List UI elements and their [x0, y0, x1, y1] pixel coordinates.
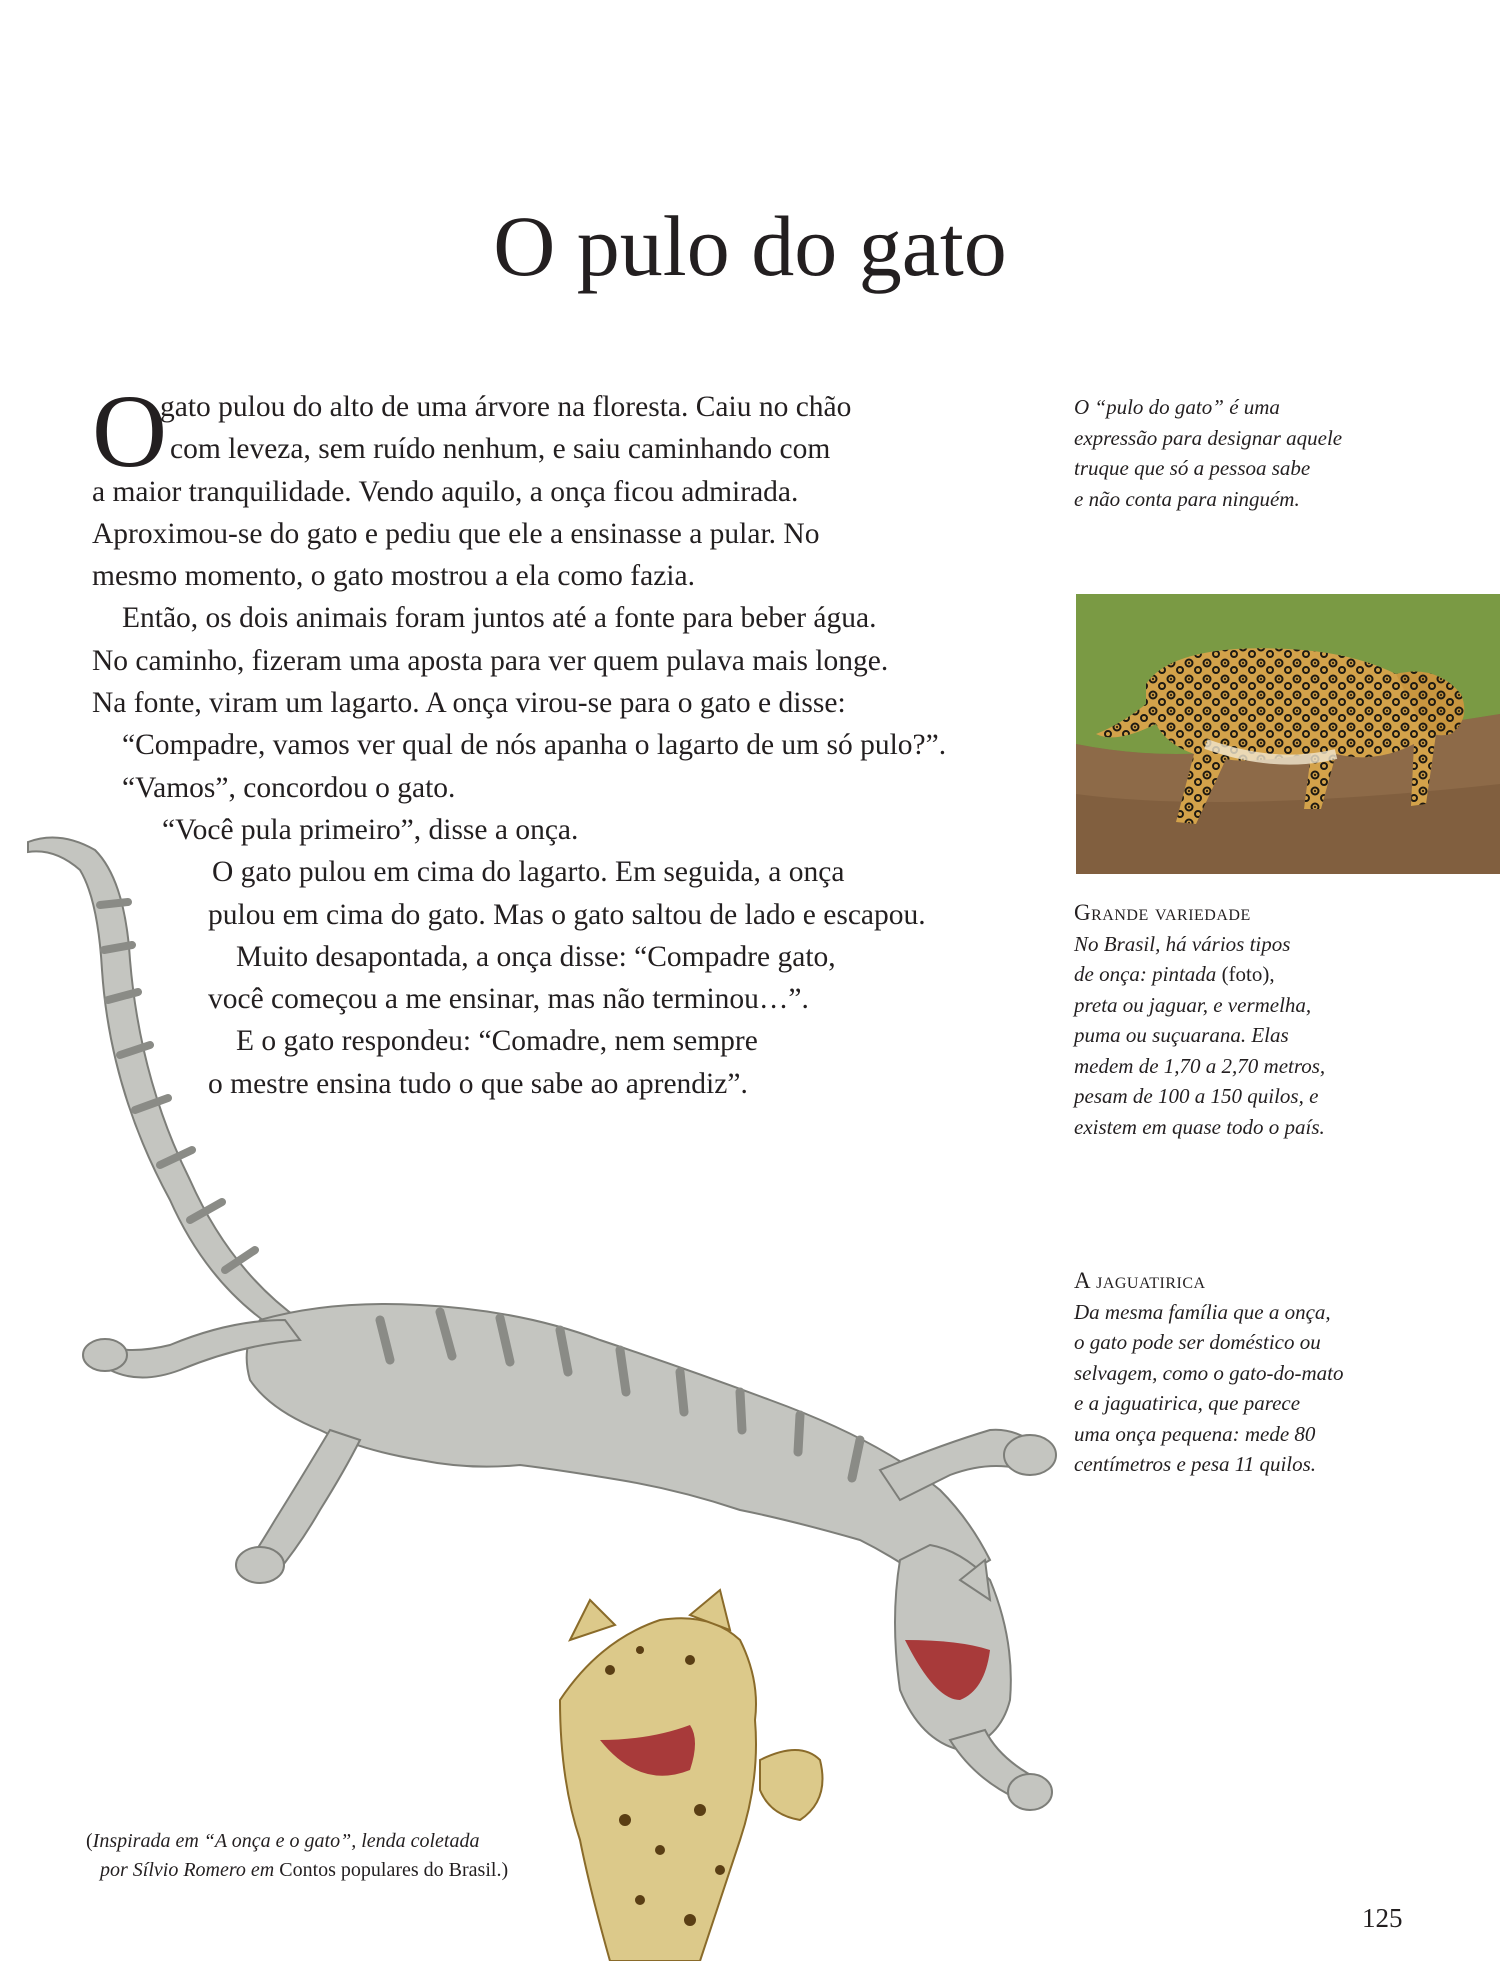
- caption-line: selvagem, como o gato-do-mato: [1074, 1360, 1344, 1385]
- caption-line: preta ou jaguar, e vermelha,: [1074, 992, 1312, 1017]
- story-line: “Compadre, vamos ver qual de nós apanha o lagarto de um só pulo?”.: [122, 729, 947, 762]
- note-line: O “pulo do gato” é uma: [1074, 395, 1280, 419]
- story-line: com leveza, sem ruído nenhum, e saiu caminhando com: [170, 433, 831, 466]
- jaguatirica-caption: [1074, 1266, 1454, 1480]
- gray-cat-figure: [28, 838, 1056, 1811]
- credit-line-2: por Sílvio Romero em Contos populares do Brasil.): [100, 1859, 509, 1881]
- caption-line: No Brasil, há vários tipos: [1074, 931, 1291, 956]
- story-line: Na fonte, viram um lagarto. A onça virou-se para o gato e disse:: [92, 687, 846, 720]
- caption-line: existem em quase todo o país.: [1074, 1114, 1325, 1139]
- note-line: e não conta para ninguém.: [1074, 486, 1300, 511]
- story-line: Então, os dois animais foram juntos até a fonte para beber água.: [122, 602, 877, 635]
- caption-line: e a jaguatirica, que parece: [1074, 1391, 1301, 1415]
- variety-heading: Grande variedade: [1074, 900, 1251, 925]
- story-line: você começou a me ensinar, mas não terminou…”.: [208, 983, 809, 1016]
- story-line: “Vamos”, concordou o gato.: [122, 771, 456, 804]
- caption-line: puma ou suçuarana. Elas: [1074, 1023, 1289, 1047]
- note-line: truque que só a pessoa sabe: [1074, 456, 1311, 480]
- credit-line-1: (Inspirada em “A onça e o gato”, lenda coletada: [86, 1830, 480, 1852]
- jaguar-photo: [1076, 594, 1500, 874]
- page-number: 125: [1362, 1903, 1403, 1933]
- story-line: E o gato respondeu: “Comadre, nem sempre: [236, 1025, 758, 1058]
- caption-line: pesam de 100 a 150 quilos, e: [1074, 1084, 1319, 1108]
- pulo-do-gato-note: [1074, 392, 1454, 514]
- caption-line: centímetros e pesa 11 quilos.: [1074, 1452, 1317, 1476]
- caption-line: de onça: pintada (foto),: [1074, 962, 1275, 986]
- caption-line: Da mesma família que a onça,: [1074, 1299, 1331, 1324]
- source-credit: [86, 1827, 606, 1885]
- story-line: O gato pulou em cima do lagarto. Em seguida, a onça: [212, 856, 845, 889]
- story-line: Muito desapontada, a onça disse: “Compadre gato,: [236, 940, 836, 973]
- story-line: o mestre ensina tudo o que sabe ao aprendiz”.: [208, 1067, 748, 1100]
- caption-line: medem de 1,70 a 2,70 metros,: [1074, 1053, 1326, 1078]
- caption-line: o gato pode ser doméstico ou: [1074, 1330, 1321, 1354]
- story-line: a maior tranquilidade. Vendo aquilo, a onça ficou admirada.: [92, 475, 799, 508]
- story-line: pulou em cima do gato. Mas o gato saltou de lado e escapou.: [208, 898, 926, 931]
- story-line: Aproximou-se do gato e pediu que ele a ensinasse a pular. No: [92, 517, 820, 550]
- story-line: mesmo momento, o gato mostrou a ela como fazia.: [92, 560, 695, 593]
- story-line: No caminho, fizeram uma aposta para ver quem pulava mais longe.: [92, 644, 889, 677]
- page-title: O pulo do gato: [493, 198, 1007, 294]
- story-line: gato pulou do alto de uma árvore na floresta. Caiu no chão: [160, 391, 852, 423]
- jaguar-cartoon-figure: [560, 1590, 823, 1961]
- story-line: “Você pula primeiro”, disse a onça.: [162, 813, 579, 846]
- note-line: expressão para designar aquele: [1074, 425, 1343, 450]
- drop-cap: O: [92, 374, 168, 489]
- caption-line: uma onça pequena: mede 80: [1074, 1421, 1316, 1446]
- jaguatirica-heading: A jaguatirica: [1074, 1268, 1206, 1293]
- variety-caption: [1074, 898, 1454, 1142]
